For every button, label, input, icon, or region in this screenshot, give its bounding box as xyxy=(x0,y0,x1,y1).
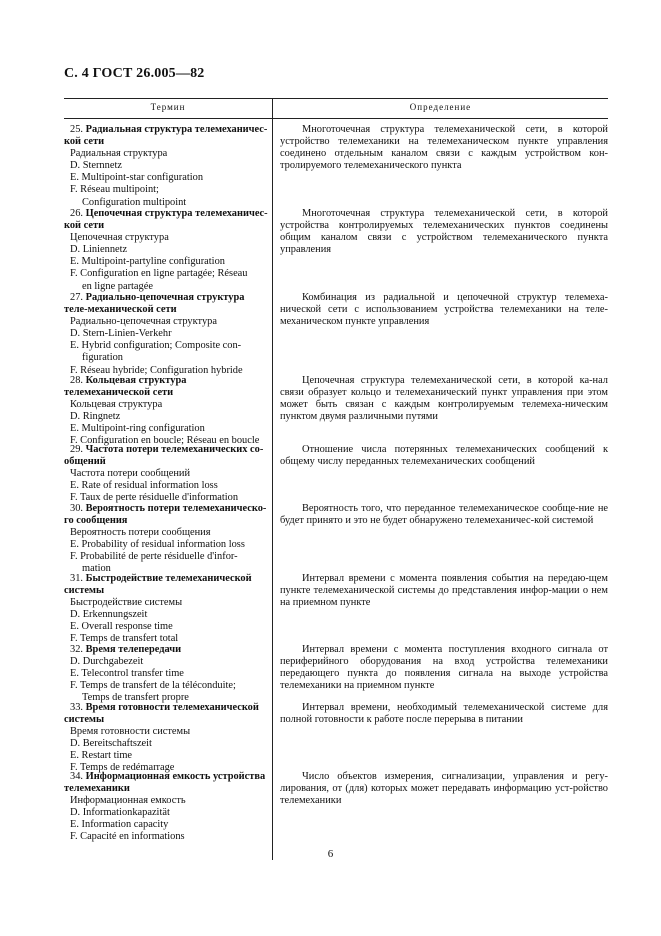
term-heading xyxy=(64,444,268,468)
term-cell xyxy=(64,292,268,377)
term-synonym: E. Overall response time xyxy=(70,621,173,633)
term-cell xyxy=(64,375,268,448)
term-synonym: Temps de transfert propre xyxy=(82,692,189,704)
definition-cell: Отношение числа потерянных телемеханических сообщений к общему числу переданных телемеханических сообщений xyxy=(280,444,608,468)
term-cell xyxy=(64,503,268,576)
term-synonym: Частота потери сообщений xyxy=(70,468,191,480)
term-synonym: Быстродействие системы xyxy=(70,597,183,609)
term-cell xyxy=(64,573,268,646)
term-cell xyxy=(64,644,268,704)
term-cell xyxy=(64,444,268,504)
term-heading xyxy=(64,771,268,795)
term-number: 33. xyxy=(70,702,83,713)
term-synonym: Радиальная структура xyxy=(70,148,168,160)
term-heading xyxy=(64,208,268,232)
term-heading xyxy=(64,503,268,527)
term-synonym: D. Ringnetz xyxy=(70,411,121,423)
term-heading xyxy=(64,375,268,399)
definition-cell: Многоточечная структура телемеханической сети, в которой устройство телемеханики на телемеханическом пункте управления соединено отдельным каналом связи с каждым устройством кон-тролируемого телемеханического пункта xyxy=(280,124,608,172)
term-heading xyxy=(64,124,268,148)
definition-cell: Интервал времени, необходимый телемеханической системе для полной готовности к работе после перерыва в питании xyxy=(280,702,608,726)
term-title: Радиальная структура телемеханичес-кой сети xyxy=(64,124,268,148)
term-number: 28. xyxy=(70,375,83,386)
term-synonym: F. Réseau hybride; Configuration hybride xyxy=(70,364,243,376)
term-synonym: E. Telecontrol transfer time xyxy=(70,668,184,680)
definition-cell: Цепочечная структура телемеханической сети, в которой ка-нал связи образует кольцо и телемеханический пункт управления при этом может быть связан с каждым контролируемым телемеха-ническим пунктом двумя различными путями xyxy=(280,375,608,423)
term-synonym: F. Configuration en boucle; Réseau en boucle xyxy=(70,435,260,447)
term-heading xyxy=(64,644,268,656)
term-synonym: F. Configuration en ligne partagée; Réseau xyxy=(70,268,248,280)
term-heading xyxy=(64,292,268,316)
term-synonym: mation xyxy=(82,563,111,575)
term-cell xyxy=(64,771,268,844)
term-cell xyxy=(64,208,268,293)
term-heading xyxy=(64,702,268,726)
term-heading xyxy=(64,573,268,597)
term-synonym: Вероятность потери сообщения xyxy=(70,527,211,539)
term-number: 34. xyxy=(70,771,83,782)
term-title: Радиально-цепочечная структура теле-механической сети xyxy=(64,292,245,316)
definition-cell: Вероятность того, что переданное телемеханическое сообще-ние не будет принято и это не будет обнаружено телемеханичес-кой системой xyxy=(280,503,608,527)
term-synonym: D. Stern-Linien-Verkehr xyxy=(70,328,172,340)
term-number: 31. xyxy=(70,573,83,584)
terms-table xyxy=(64,98,608,860)
term-number: 29. xyxy=(70,444,83,455)
column-divider xyxy=(272,98,273,860)
table-header-rule xyxy=(64,118,608,119)
term-title: Время телепередачи xyxy=(85,644,182,655)
term-synonym: E. Rate of residual information loss xyxy=(70,480,218,492)
term-synonym: F. Capacité en informations xyxy=(70,831,185,843)
term-synonym: D. Sternnetz xyxy=(70,160,122,172)
term-title: Вероятность потери телемеханическо-го сообщения xyxy=(64,503,267,527)
term-synonym: en ligne partagée xyxy=(82,280,153,292)
document-header: С. 4 ГОСТ 26.005—82 xyxy=(64,66,205,81)
term-number: 27. xyxy=(70,292,83,303)
term-synonym: Радиально-цепочечная структура xyxy=(70,316,217,328)
term-number: 30. xyxy=(70,503,83,514)
term-synonym: D. Informationkapazität xyxy=(70,807,170,819)
term-cell xyxy=(64,702,268,775)
term-title: Информационная емкость устройства телемеханики xyxy=(64,771,266,795)
term-title: Частота потери телемеханических со-общений xyxy=(64,444,264,468)
term-synonym: F. Temps de redémarrage xyxy=(70,762,175,774)
column-header-term: Термин xyxy=(150,102,186,112)
term-synonym: F. Probabilité de perte résiduelle d'infor- xyxy=(70,551,238,563)
term-synonym: Кольцевая структура xyxy=(70,399,163,411)
term-title: Время готовности телемеханической системы xyxy=(64,702,259,726)
term-synonym: D. Liniennetz xyxy=(70,244,128,256)
definition-cell: Комбинация из радиальной и цепочечной структур телемеха-нической сети с использованием устройства телемеханики на теле-механическом пункте управления xyxy=(280,292,608,328)
term-title: Быстродействие телемеханической системы xyxy=(64,573,252,597)
definition-cell: Интервал времени с момента появления события на передаю-щем пункте телемеханической системы до представления инфор-мации о нем на приемном пункте xyxy=(280,573,608,609)
term-synonym: Информационная емкость xyxy=(70,795,186,807)
term-synonym: E. Hybrid configuration; Composite con- xyxy=(70,340,242,352)
term-synonym: F. Temps de transfert total xyxy=(70,633,179,645)
page-number: 6 xyxy=(327,848,334,860)
term-cell xyxy=(64,124,268,209)
term-number: 25. xyxy=(70,124,83,135)
term-synonym: E. Multipoint-partyline configuration xyxy=(70,256,225,268)
definition-cell: Интервал времени с момента поступления входного сигнала от периферийного оборудования на вход устройства телемеханики передающего пункта до появления сигнала на выходе устройства телемеханики на приемном пункте xyxy=(280,644,608,692)
term-synonym: Configuration multipoint xyxy=(82,196,187,208)
definition-cell: Число объектов измерения, сигнализации, управления и регу-лирования, от (для) которых может передавать информацию уст-ройство телемеханики xyxy=(280,771,608,807)
term-synonym: E. Information capacity xyxy=(70,819,169,831)
term-synonym: D. Bereitschaftszeit xyxy=(70,738,152,750)
term-synonym: F. Taux de perte résiduelle d'information xyxy=(70,492,239,504)
column-header-definition: Определение xyxy=(409,102,472,112)
term-synonym: E. Multipoint-star configuration xyxy=(70,172,204,184)
term-synonym: D. Durchgabezeit xyxy=(70,656,144,668)
term-synonym: figuration xyxy=(82,352,123,364)
definition-cell: Многоточечная структура телемеханической сети, в которой устройства контролируемых телемеханических пунктов соединены общим каналом связи с устройством телемеханического пункта управления xyxy=(280,208,608,256)
term-synonym: E. Restart time xyxy=(70,750,133,762)
term-synonym: Время готовности системы xyxy=(70,726,191,738)
term-number: 32. xyxy=(70,644,83,655)
term-synonym: F. Réseau multipoint; xyxy=(70,184,159,196)
term-synonym: D. Erkennungszeit xyxy=(70,609,148,621)
term-synonym: E. Multipoint-ring configuration xyxy=(70,423,205,435)
table-top-rule xyxy=(64,98,608,99)
term-synonym: Цепочечная структура xyxy=(70,232,169,244)
term-synonym: F. Temps de transfert de la téléconduite; xyxy=(70,680,236,692)
term-number: 26. xyxy=(70,208,83,219)
term-synonym: E. Probability of residual information loss xyxy=(70,539,245,551)
term-title: Кольцевая структура телемеханической сети xyxy=(64,375,187,399)
term-title: Цепочечная структура телемеханичес-кой сети xyxy=(64,208,268,232)
